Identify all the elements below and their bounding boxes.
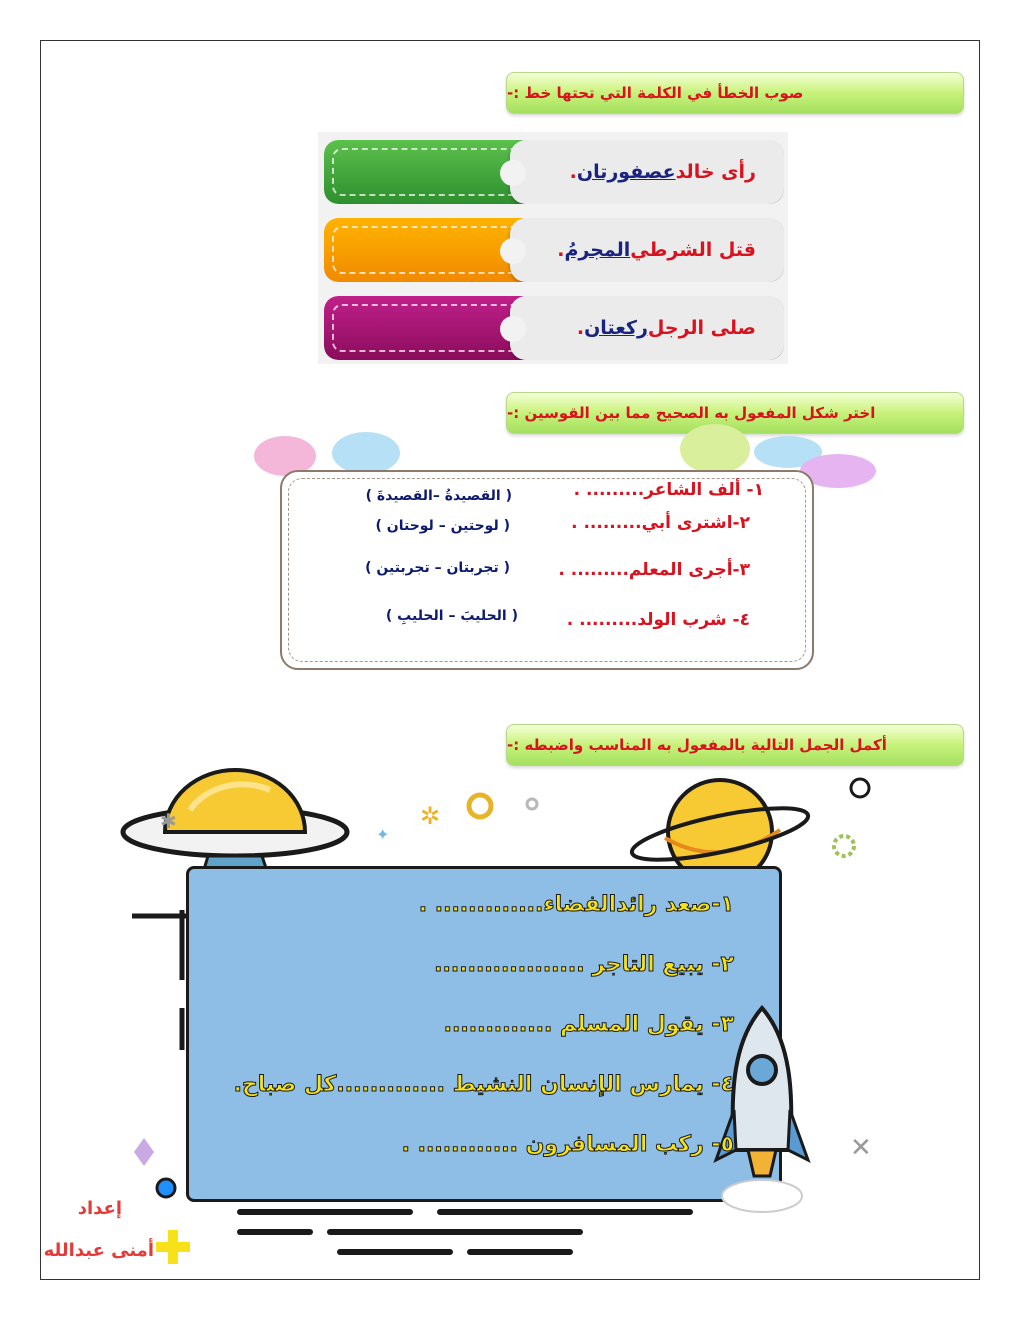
- q1-item-2-text: قتل الشرطي المجرمُ .: [557, 239, 756, 261]
- q2-item-1-options: ( القصيدةُ –القصيدةَ ): [365, 488, 512, 504]
- credit-name: أمنى عبدالله: [43, 1240, 154, 1261]
- credit-label: إعداد: [77, 1198, 122, 1219]
- q2-item-1-sentence: ١- ألف الشاعر......... .: [573, 480, 764, 500]
- svg-text:✱: ✱: [160, 809, 177, 833]
- svg-text:✲: ✲: [420, 802, 441, 830]
- q3-item-2: ٢- يبيع التاجر ..................: [434, 952, 734, 977]
- q2-item-4-options: ( الحليبَ – الحليبِ ): [385, 608, 518, 624]
- balloon-green-right: [680, 424, 750, 474]
- q1-item-1: [324, 140, 784, 204]
- q1-tags: [318, 132, 788, 364]
- q2-item-4-sentence: ٤- شرب الولد......... .: [566, 610, 750, 630]
- q1-item-3-underlined: ركعتان: [584, 317, 648, 339]
- q1-item-3: [324, 296, 784, 360]
- q3-header-text: أكمل الجمل التالية بالمفعول به المناسب واضبطه :-: [507, 736, 887, 754]
- q1-header: [506, 72, 964, 114]
- q1-item-2: [324, 218, 784, 282]
- q2-item-3-sentence: ٣-أجرى المعلم......... .: [558, 560, 750, 580]
- q2-header-text: اختر شكل المفعول به الصحيح مما بين القوسين :-: [507, 404, 876, 422]
- q2-item-2-sentence: ٢-اشترى أبي......... .: [571, 513, 750, 533]
- svg-text:✦: ✦: [376, 825, 390, 844]
- q2-item-2-options: ( لوحتين – لوحتان ): [375, 518, 510, 534]
- q3-item-3: ٣- يقول المسلم .............: [443, 1012, 734, 1037]
- q1-item-1-text: رأى خالد عصفورتان .: [569, 161, 756, 183]
- q3-item-1: ١-صعد رائدالفضاء............. .: [418, 892, 734, 917]
- balloon-blue-left: [332, 432, 400, 474]
- q3-item-5: ٥- ركب المسافرون ............ .: [401, 1132, 734, 1157]
- q1-item-2-underlined: المجرمُ: [564, 239, 631, 261]
- q1-item-3-text: صلى الرجل ركعتان .: [576, 317, 756, 339]
- q2-item-3-options: ( تجربتان – تجربتين ): [365, 560, 510, 576]
- q1-item-1-underlined: عصفورتان: [576, 161, 676, 183]
- q3-item-4: ٤- يمارس الإنسان النشيط .............كل صباح.: [233, 1072, 734, 1097]
- plus-decoration-icon: [156, 1230, 190, 1264]
- q1-header-text: صوب الخطأ في الكلمة التي تحتها خط :-: [507, 84, 804, 102]
- svg-text:✕: ✕: [850, 1133, 872, 1163]
